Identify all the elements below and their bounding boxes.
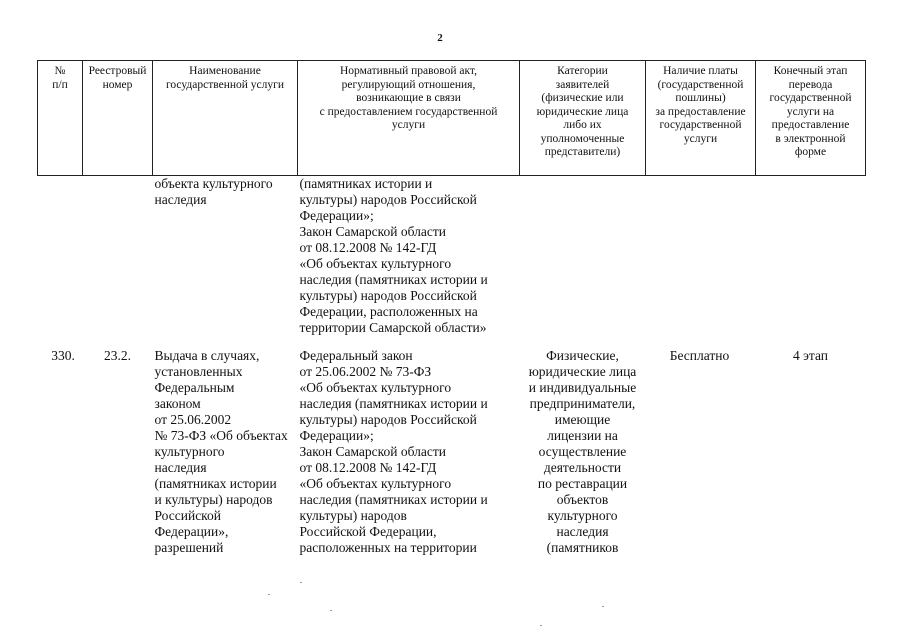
scan-speck <box>330 610 332 611</box>
scan-speck <box>300 582 302 583</box>
scan-speck <box>602 606 604 607</box>
table-row <box>38 348 866 556</box>
registry-number-cell: 23.2. <box>104 348 131 363</box>
final-stage-cell: 4 этап <box>792 348 829 363</box>
legal-act-cell: (памятниках истории и культуры) народов Российской Федерации»; Закон Самарской области от 08.12.2008 № 142-ГД «Об объектах культурного наследия (памятниках истории и культуры) народов Российской Федерации, расположенных на территории Самарской области» <box>299 176 488 335</box>
service-name-cell: объекта культурного наследия <box>154 176 273 207</box>
header-fee: Наличие платы (государственной пошлины) за предоставление государственной услуги <box>646 61 756 176</box>
scan-speck <box>268 594 270 595</box>
legal-act-cell: Федеральный закон от 25.06.2002 № 73-ФЗ «Об объектах культурного наследия (памятниках истории и культуры) народов Российской Федерации»; Закон Самарской области от 08.12.2008 № 142-ГД «Об объектах культурного наследия (памятниках истории и культуры) народов Российской Федерации, расположенных на территории <box>299 348 488 555</box>
row-number-cell: 330. <box>51 348 75 363</box>
table-row-continuation <box>38 176 866 349</box>
page-number: 2 <box>437 32 443 44</box>
header-legal-act: Нормативный правовой акт, регулирующий отношения, возникающие в связи с предоставлением государственной услуги <box>298 61 520 176</box>
fee-cell: Бесплатно <box>669 348 730 363</box>
header-number: № п/п <box>38 61 83 176</box>
table-header-row <box>38 61 866 176</box>
service-name-cell: Выдача в случаях, установленных Федеральным законом от 25.06.2002 № 73-ФЗ «Об объектах культурного наследия (памятниках истории и культуры) народов Российской Федерации», разрешений <box>154 348 288 555</box>
applicant-categories-cell: Физические, юридические лица и индивидуальные предприниматели, имеющие лицензии на осуществление деятельности по реставрации объектов культурного наследия (памятников <box>528 348 637 555</box>
header-registry-number: Реестровый номер <box>83 61 153 176</box>
services-registry-table <box>37 60 866 556</box>
header-service-name: Наименование государственной услуги <box>153 61 298 176</box>
header-applicant-categories: Категории заявителей (физические или юридические лица либо их уполномоченные представители) <box>520 61 646 176</box>
header-final-stage: Конечный этап перевода государственной услуги на предоставление в электронной форме <box>756 61 866 176</box>
scan-speck <box>540 625 542 626</box>
